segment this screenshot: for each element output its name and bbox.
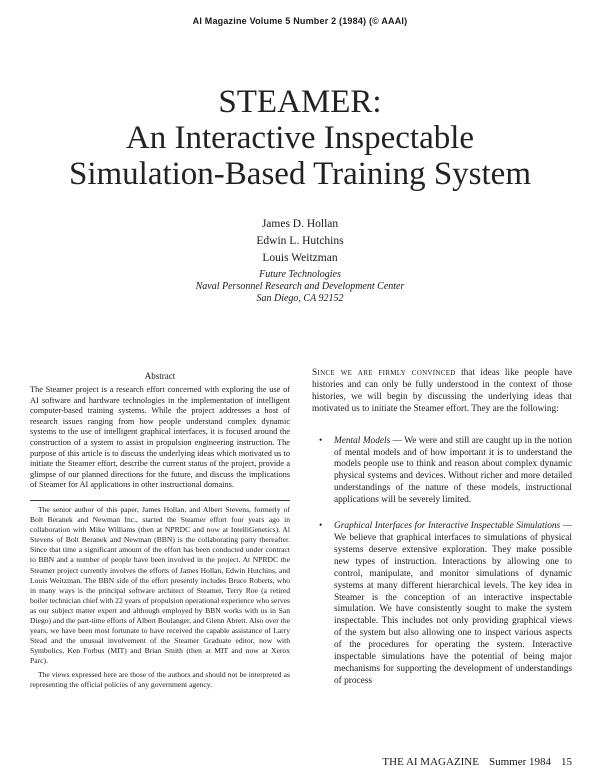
affiliation (0, 269, 600, 305)
abstract-heading: Abstract (144, 371, 176, 381)
title-line-2: An Interactive Inspectable (125, 120, 475, 156)
idea-list (312, 436, 572, 688)
article-title (0, 84, 600, 192)
author-name: James D. Hollan (261, 218, 339, 230)
footer-issue: Summer 1984 (488, 756, 551, 768)
footnotes (30, 505, 290, 693)
footnote-divider (30, 500, 290, 501)
author-name: Edwin L. Hutchins (256, 235, 344, 247)
item-body: We believe that graphical interfaces to simulations of physical systems deserve extensive exploration. They make possible new types of instruction. Interactions by allowing one to control, manipulate, and monitor simulations of dynamic systems at many different hierarchical levels. The key idea in Steamer is the conception of an interactive inspectable simulation. We have consistently sought to make the system inspectable. This includes not only providing graphical views of the system but also allowing one to inspect various aspects of the procedures for operating the system. Interactive inspectable simulations have the potential of being major mechanisms for supporting the development of understandings of process (334, 532, 572, 686)
list-item (312, 521, 572, 688)
body-column (312, 368, 572, 702)
list-item (312, 436, 572, 507)
item-separator: — (390, 435, 405, 446)
author-name: Louis Weitzman (262, 252, 338, 264)
author-list (0, 216, 600, 267)
abstract-body: The Steamer project is a research effort concerned with exploring the use of AI software and hardware technologies in the implementation of intelligent computer-based training systems. While the project addresses a host of research issues ranging from how people understand complex dynamic systems to the use of intelligent graphical interfaces, it is focused around the construction of a system to assist in propulsion engineering instruction. The purpose of this article is to discuss the underlying ideas which motivated us to initiate the Steamer effort, describe the current status of the project, provide a glimpse of our planned directions for the future, and discuss the implications of Steamer for AI applications in other instructional domains. (30, 385, 290, 490)
title-line-3: Simulation-Based Training System (68, 156, 532, 192)
item-lead: Mental Models (334, 435, 391, 446)
item-body: We were and still are caught up in the notion of mental models and of how important it is to understand the models people use to think and reason about complex dynamic physical systems and devices. Without richer and more detailed understandings of the nature of these models, instructional applications will be severely limited. (334, 435, 572, 506)
footnote: The senior author of this paper, James Hollan, and Albert Stevens, formerly of Bolt Beranek and Newman Inc., started the Steamer effort four years ago in collaboration with Mike Williams (then at NPRDC and now at IntelliGenetics). Al Stevens of Bolt Beranek and Newman (BBN) is the collaborating party thereafter. Since that time a significant amount of the effort has been conducted under contract to BBN and a number of people have been involved in the project. At NPRDC the Steamer project currently involves the efforts of James Hollan, Edwin Hutchins, and Louis Weitzman. The BBN side of the effort presently includes Bruce Roberts, who in many ways is the principal software architect of Steamer, Terry Roe (a retired boiler technician chief with 22 years of propulsion operational experience who serves as our subject matter expert and although employed by BBN works with us in San Diego) and the part-time efforts of Albert Boulanger, and Glenn Abrett. Also over the years, we have been most fortunate to have received the capable assistance of Larry Stead and the unusual involvement of the Steamer Graduate editor, now with Symbolics, Ken Forbus (MIT) and Brian Smith (then at MIT and now at Xerox Parc). (30, 505, 290, 666)
item-lead: Graphical Interfaces for Interactive Inspectable Simulations (334, 521, 561, 532)
bullet-icon: • (319, 521, 323, 532)
footer-magazine: THE AI MAGAZINE (382, 756, 479, 768)
page-footer (300, 756, 572, 768)
journal-header: AI Magazine Volume 5 Number 2 (1984) (© AAAI) (192, 16, 408, 26)
title-line-1: STEAMER: (218, 84, 382, 120)
intro-text: that ideas like people have histories and can only be fully understood in the context of those histories, we will begin by discussing the underlying ideas that motivated us to initiate the Steamer effort. They are the following: (312, 368, 572, 414)
affiliation-line: San Diego, CA 92152 (256, 293, 344, 304)
intro-lead: Since we are firmly convinced (312, 368, 456, 378)
footnote: The views expressed here are those of the authors and should not be interpreted as representing the official policies of any government agency. (30, 669, 290, 689)
page-number: 15 (561, 756, 572, 768)
item-separator: — (560, 521, 572, 532)
bullet-icon: • (319, 435, 323, 446)
affiliation-line: Naval Personnel Research and Development Center (195, 281, 405, 292)
affiliation-line: Future Technologies (259, 269, 341, 280)
intro-paragraph (312, 368, 572, 416)
